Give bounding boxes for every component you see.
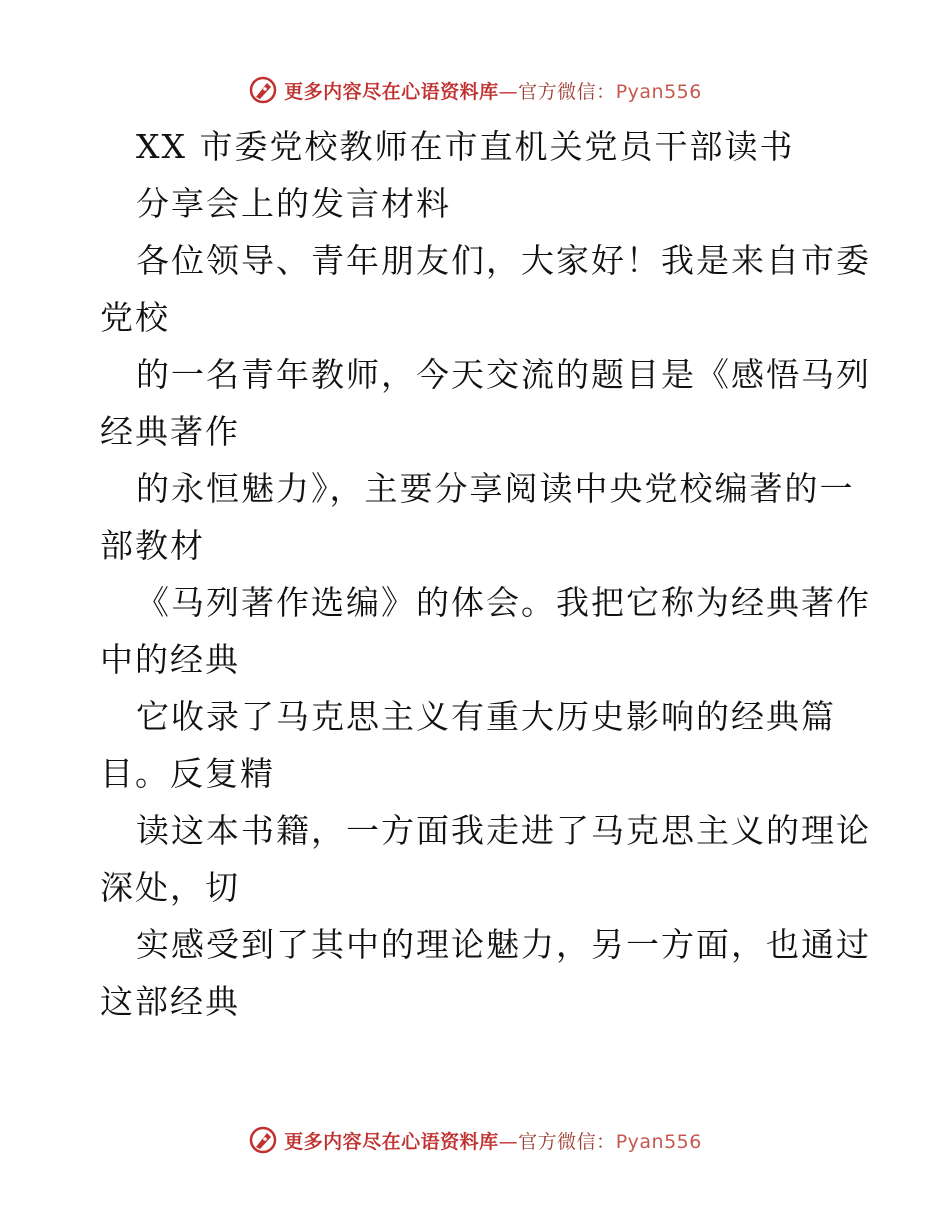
banner-title: 更多内容尽在心语资料库 bbox=[284, 80, 499, 103]
banner-dash: — bbox=[498, 1130, 519, 1153]
title-line-2: 分享会上的发言材料 bbox=[136, 184, 451, 223]
pen-nib-icon bbox=[248, 75, 278, 105]
banner-text bbox=[284, 1127, 702, 1154]
banner-wechat-id: Pyan556 bbox=[615, 1130, 702, 1153]
paragraph-line-wrap: 部教材 bbox=[100, 526, 205, 565]
paragraph-line: 的永恒魅力》，主要分享阅读中央党校编著的一 bbox=[136, 469, 855, 508]
banner-dash: — bbox=[498, 80, 519, 103]
paragraph-line: 各位领导、青年朋友们，大家好！我是来自市委 bbox=[136, 241, 871, 280]
footer-banner bbox=[0, 1122, 950, 1158]
paragraph-line-wrap: 深处，切 bbox=[100, 868, 240, 907]
paragraph-line-wrap: 中的经典 bbox=[100, 640, 240, 679]
header-banner bbox=[0, 72, 950, 108]
paragraph-line-wrap: 党校 bbox=[100, 298, 170, 337]
pen-nib-icon bbox=[248, 1125, 278, 1155]
title-line-1: XX 市委党校教师在市直机关党员干部读书 bbox=[136, 127, 795, 166]
paragraph-line-wrap: 目。反复精 bbox=[100, 754, 275, 793]
paragraph-line: 实感受到了其中的理论魅力，另一方面，也通过 bbox=[136, 925, 871, 964]
paragraph-line-wrap: 经典著作 bbox=[100, 412, 240, 451]
banner-title: 更多内容尽在心语资料库 bbox=[284, 1130, 499, 1153]
banner-wechat-id: Pyan556 bbox=[615, 80, 702, 103]
paragraph-line-wrap: 这部经典 bbox=[100, 982, 240, 1021]
paragraph-line: 《马列著作选编》的体会。我把它称为经典著作 bbox=[136, 583, 871, 622]
paragraph-line: 它收录了马克思主义有重大历史影响的经典篇 bbox=[136, 697, 836, 736]
paragraph-line: 的一名青年教师，今天交流的题目是《感悟马列 bbox=[136, 355, 871, 394]
paragraph-line: 读这本书籍，一方面我走进了马克思主义的理论 bbox=[136, 811, 871, 850]
document-body bbox=[100, 118, 871, 1030]
banner-text bbox=[284, 77, 702, 104]
banner-wechat-label: 官方微信： bbox=[518, 80, 616, 103]
banner-wechat-label: 官方微信： bbox=[518, 1130, 616, 1153]
